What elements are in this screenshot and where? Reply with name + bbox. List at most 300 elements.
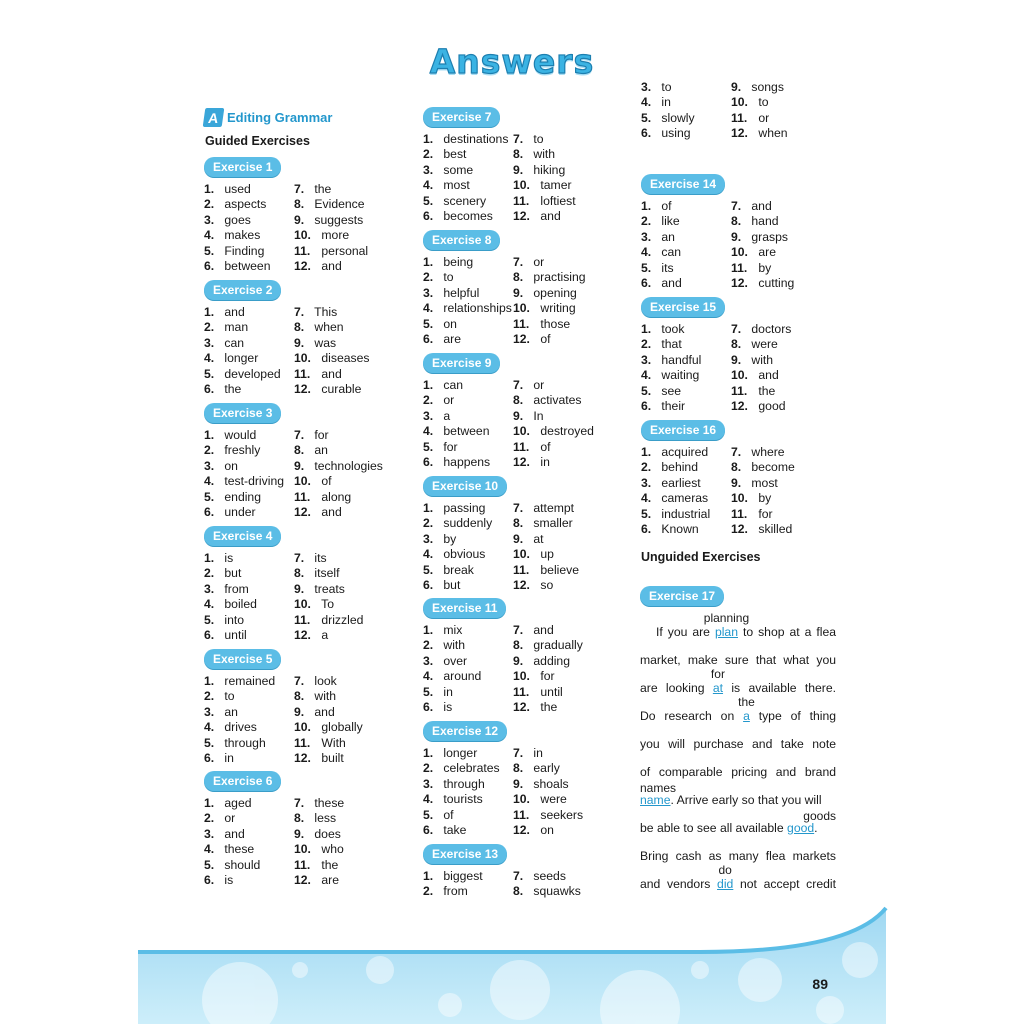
- answer-item: 8. practising: [513, 270, 586, 285]
- answer-text: until: [540, 684, 563, 699]
- answer-text: where: [751, 445, 785, 459]
- answer-text: until: [224, 628, 247, 643]
- answer-item: 8. early: [513, 761, 560, 776]
- exercise-block: [204, 403, 404, 520]
- answer-text: aspects: [224, 197, 267, 212]
- answer-text: or: [758, 110, 770, 125]
- answer-text: their: [661, 399, 686, 414]
- answer-text: so: [540, 578, 554, 593]
- answer-text: obvious: [443, 547, 486, 562]
- answer-text: in: [443, 684, 453, 699]
- answer-item: 11. or: [731, 110, 770, 125]
- answer-item: 8. Evidence: [294, 197, 365, 212]
- answer-text: being: [443, 255, 474, 269]
- answer-item: 2. celebrates: [423, 761, 500, 776]
- exercise-label: Exercise 16: [641, 420, 725, 440]
- answer-item: 8. squawks: [513, 884, 581, 899]
- answer-item: 10. were: [513, 792, 567, 807]
- answer-item: 9. treats: [294, 581, 345, 596]
- answer-text: most: [443, 178, 470, 193]
- exercise-block: [423, 844, 623, 900]
- answer-text: industrial: [661, 506, 711, 521]
- answer-item: 2. best: [423, 147, 467, 162]
- answer-item: 1. took: [641, 322, 685, 336]
- correction-text: the: [738, 695, 755, 709]
- answer-text: globally: [321, 720, 363, 735]
- answer-text: diseases: [321, 351, 370, 366]
- answer-text: less: [314, 811, 337, 826]
- answer-item: 3. can: [204, 335, 245, 350]
- answer-item: 7. seeds: [513, 869, 566, 883]
- answer-text: happens: [443, 455, 491, 470]
- answer-item: 1. and: [204, 305, 245, 319]
- passage-line: Do research on a the type of thing: [640, 695, 837, 723]
- answer-text: opening: [533, 285, 577, 300]
- answer-text: seekers: [540, 807, 584, 822]
- answer-item: 12. cutting: [731, 276, 795, 291]
- answer-text: With: [321, 735, 346, 750]
- answer-item: 7. look: [294, 674, 337, 688]
- answer-text: like: [661, 214, 680, 229]
- answer-text: and: [540, 209, 561, 224]
- answer-item: 9. most: [731, 475, 778, 490]
- answer-text: helpful: [443, 285, 480, 300]
- answer-item: 1. would: [204, 428, 257, 442]
- answer-text: would: [224, 428, 257, 442]
- answer-item: 5. break: [423, 562, 474, 577]
- answer-text: on: [224, 458, 238, 473]
- answer-item: 6. take: [423, 823, 467, 838]
- exercise-label: Exercise 8: [423, 230, 500, 250]
- answer-text: of: [540, 332, 551, 347]
- answer-item: 9. shoals: [513, 776, 569, 791]
- answer-item: 1. can: [423, 378, 464, 392]
- answer-item: 5. developed: [204, 366, 281, 381]
- answer-item: 2. like: [641, 214, 680, 229]
- section-heading: [204, 108, 332, 127]
- answer-text: most: [751, 475, 778, 490]
- answer-text: smaller: [533, 516, 573, 531]
- answer-text: between: [443, 424, 490, 439]
- answer-item: 9. In: [513, 408, 544, 423]
- answer-text: cutting: [758, 276, 795, 291]
- answer-text: using: [661, 126, 691, 141]
- answer-item: 8. with: [513, 147, 556, 162]
- answer-text: of: [443, 807, 454, 822]
- answer-item: 6. their: [641, 399, 686, 414]
- answer-text: relationships: [443, 301, 512, 316]
- answer-text: treats: [314, 581, 345, 596]
- answer-item: 5. through: [204, 735, 266, 750]
- answer-text: a: [443, 408, 451, 423]
- answer-text: of: [540, 439, 551, 454]
- answer-item: 1. acquired: [641, 445, 709, 459]
- answer-item: 9. grasps: [731, 229, 788, 244]
- answer-text: cameras: [661, 491, 709, 506]
- answer-text: and: [321, 505, 342, 520]
- answer-text: in: [661, 95, 671, 110]
- answer-text: at: [533, 531, 544, 546]
- answer-text: or: [443, 393, 455, 408]
- answer-item: 9. and: [294, 704, 335, 719]
- answer-item: 2. but: [204, 566, 242, 581]
- exercise-label: Exercise 6: [204, 771, 281, 791]
- answer-item: 6. are: [423, 332, 462, 347]
- exercise-label: Exercise 17: [640, 586, 724, 606]
- answer-text: tamer: [540, 178, 572, 193]
- answer-text: man: [224, 320, 249, 335]
- answer-item: 5. for: [423, 439, 458, 454]
- answer-item: 4. most: [423, 178, 470, 193]
- answer-text: To: [321, 597, 335, 612]
- section-title: Editing Grammar: [227, 110, 333, 125]
- answer-item: 1. mix: [423, 623, 463, 637]
- answer-item: 4. waiting: [641, 368, 700, 383]
- section-badge: A: [203, 108, 225, 127]
- answer-text: these: [314, 796, 345, 810]
- passage-line: of comparable pricing and brand: [640, 765, 836, 779]
- answer-item: 1. is: [204, 551, 234, 565]
- answer-text: believe: [540, 562, 580, 577]
- answer-item: 7. attempt: [513, 501, 575, 515]
- answer-item: 12. and: [513, 209, 561, 224]
- answer-item: 1. biggest: [423, 869, 483, 883]
- answer-item: 7. doctors: [731, 322, 792, 336]
- answer-text: scenery: [443, 193, 487, 208]
- answer-item: 7. or: [513, 255, 545, 269]
- exercise-block: [641, 420, 841, 537]
- answer-text: were: [540, 792, 567, 807]
- answer-item: 9. does: [294, 826, 341, 841]
- answer-text: to: [443, 270, 454, 285]
- answer-item: 4. longer: [204, 351, 259, 366]
- answer-item: 6. under: [204, 505, 256, 520]
- correction-text: goods: [803, 809, 836, 823]
- answer-text: the: [314, 182, 332, 196]
- answer-item: 8. smaller: [513, 516, 573, 531]
- answer-text: and: [224, 826, 245, 841]
- answer-item: 4. around: [423, 669, 482, 684]
- answer-item: 11. seekers: [513, 807, 584, 822]
- answer-text: makes: [224, 228, 261, 243]
- answer-item: 11. the: [294, 857, 339, 872]
- answer-text: freshly: [224, 443, 261, 458]
- answer-item: 12. a: [294, 628, 329, 643]
- exercise-label: Exercise 15: [641, 297, 725, 317]
- answer-item: 11. those: [513, 316, 571, 331]
- answer-item: 8. become: [731, 460, 795, 475]
- answer-item: 6. Known: [641, 522, 699, 537]
- guided-exercises-heading: Guided Exercises: [205, 134, 310, 148]
- answer-item: 11. loftiest: [513, 193, 576, 208]
- answer-item: 5. of: [423, 807, 454, 822]
- answer-item: 7. its: [294, 551, 327, 565]
- exercise-label: Exercise 11: [423, 598, 506, 618]
- unguided-exercises-heading: Unguided Exercises: [641, 550, 761, 564]
- answer-text: can: [224, 335, 245, 350]
- answer-item: 3. on: [204, 458, 238, 473]
- answer-text: In: [533, 408, 544, 423]
- answer-item: 12. of: [513, 332, 551, 347]
- answer-text: squawks: [533, 884, 581, 899]
- answer-item: 8. less: [294, 811, 337, 826]
- answer-item: 6. is: [204, 873, 234, 888]
- answer-item: 10. To: [294, 597, 335, 612]
- exercise-block: [204, 649, 404, 766]
- answer-text: shoals: [533, 776, 569, 791]
- answer-item: 7. and: [513, 623, 554, 637]
- answer-item: 10. destroyed: [513, 424, 594, 439]
- answer-item: 4. between: [423, 424, 490, 439]
- answer-item: 6. the: [204, 382, 242, 397]
- answer-text: is: [224, 551, 234, 565]
- answer-item: 10. and: [731, 368, 779, 383]
- answer-item: 11. personal: [294, 243, 369, 258]
- answer-text: by: [758, 491, 772, 506]
- correction-text: for: [710, 667, 725, 681]
- answer-item: 8. activates: [513, 393, 582, 408]
- answer-text: drizzled: [321, 612, 364, 627]
- answer-text: attempt: [533, 501, 575, 515]
- answer-item: 3. goes: [204, 212, 251, 227]
- answer-text: earliest: [661, 475, 701, 490]
- answer-text: for: [758, 506, 773, 521]
- passage-line: names name. Arrive early so that you will: [640, 781, 822, 807]
- answer-text: with: [314, 689, 337, 704]
- answer-text: from: [224, 581, 249, 596]
- answer-item: 3. some: [423, 162, 474, 177]
- exercise-label: Exercise 14: [641, 174, 725, 194]
- answer-text: good: [758, 399, 786, 414]
- answer-text: to: [758, 95, 769, 110]
- answer-text: for: [540, 669, 555, 684]
- answer-text: longer: [443, 746, 478, 760]
- answer-text: its: [314, 551, 327, 565]
- answer-item: 6. but: [423, 578, 461, 593]
- answer-text: through: [224, 735, 266, 750]
- answer-item: 1. being: [423, 255, 474, 269]
- answer-item: 6. between: [204, 259, 271, 274]
- answer-text: on: [443, 316, 457, 331]
- answer-item: 6. in: [204, 751, 234, 766]
- answer-item: 2. to: [423, 270, 454, 285]
- answer-text: practising: [533, 270, 586, 285]
- answer-item: 10. who: [294, 842, 344, 857]
- answer-item: 12. the: [513, 700, 558, 715]
- answer-item: 5. ending: [204, 489, 261, 504]
- answer-text: and: [314, 704, 335, 719]
- exercise-label: Exercise 3: [204, 403, 281, 423]
- answer-item: 2. with: [423, 638, 466, 653]
- answer-text: are: [321, 873, 340, 888]
- answer-item: 12. when: [731, 126, 788, 141]
- answer-item: 3. by: [423, 531, 457, 546]
- answer-text: these: [224, 842, 255, 857]
- answer-text: by: [758, 260, 772, 275]
- answer-text: between: [224, 259, 271, 274]
- answer-text: with: [443, 638, 466, 653]
- answer-text: the: [224, 382, 242, 397]
- answer-text: This: [314, 305, 338, 319]
- exercise-block: [423, 721, 623, 838]
- footer-bubble-decoration: [0, 900, 1024, 1024]
- answer-item: 7. or: [513, 378, 545, 392]
- answer-item: 12. and: [294, 505, 342, 520]
- correction: good: [787, 821, 815, 835]
- answer-item: 10. for: [513, 669, 555, 684]
- exercise-label: Exercise 5: [204, 649, 281, 669]
- answer-item: 12. curable: [294, 382, 362, 397]
- answer-text: for: [314, 428, 329, 442]
- answer-text: Finding: [224, 243, 265, 258]
- answer-text: up: [540, 547, 554, 562]
- answer-text: and: [224, 305, 245, 319]
- answer-item: 3. handful: [641, 352, 702, 367]
- exercise-label: Exercise 13: [423, 844, 507, 864]
- answer-item: 6. using: [641, 126, 691, 141]
- answer-text: and: [533, 623, 554, 637]
- answer-text: and: [321, 366, 342, 381]
- answer-text: the: [540, 700, 558, 715]
- answer-text: those: [540, 316, 571, 331]
- answer-item: 8. itself: [294, 566, 340, 581]
- exercise-block: [423, 598, 623, 715]
- answer-item: 9. opening: [513, 285, 577, 300]
- passage-line: you will purchase and take note: [640, 737, 836, 751]
- answer-item: 12. built: [294, 751, 344, 766]
- answer-text: or: [533, 378, 545, 392]
- answer-item: 6. is: [423, 700, 453, 715]
- answer-text: does: [314, 826, 341, 841]
- answer-item: 5. scenery: [423, 193, 487, 208]
- answer-item: 7. to: [513, 132, 544, 146]
- answer-item: 2. or: [423, 393, 455, 408]
- answer-item: 11. With: [294, 735, 346, 750]
- passage-line: If you are plan planning to shop at a flea: [656, 611, 836, 639]
- answer-text: activates: [533, 393, 582, 408]
- answer-text: used: [224, 182, 251, 196]
- answer-item: 9. adding: [513, 653, 570, 668]
- exercise-label: Exercise 10: [423, 476, 507, 496]
- answer-item: 3. to: [641, 80, 672, 94]
- answer-item: 10. more: [294, 228, 350, 243]
- answer-item: 5. on: [423, 316, 457, 331]
- answer-text: or: [533, 255, 545, 269]
- answer-text: but: [224, 566, 242, 581]
- answer-text: suggests: [314, 212, 364, 227]
- answer-text: behind: [661, 460, 698, 475]
- answer-text: with: [751, 352, 774, 367]
- answer-text: handful: [661, 352, 702, 367]
- answer-text: aged: [224, 796, 252, 810]
- answer-text: see: [661, 383, 682, 398]
- answer-item: 3. through: [423, 776, 485, 791]
- answer-text: the: [321, 857, 339, 872]
- correction: a the: [738, 695, 755, 723]
- answer-text: is: [443, 700, 453, 715]
- answer-text: and: [751, 199, 772, 213]
- answer-item: 6. happens: [423, 455, 491, 470]
- passage-line: goods be able to see all available good.: [640, 809, 836, 835]
- answer-text: more: [321, 228, 350, 243]
- answer-text: suddenly: [443, 516, 493, 531]
- answer-text: built: [321, 751, 344, 766]
- answer-item: 1. remained: [204, 674, 276, 688]
- answer-item: 10. of: [294, 474, 332, 489]
- answer-item: 5. slowly: [641, 110, 695, 125]
- answer-item: 4. drives: [204, 720, 257, 735]
- answer-text: ending: [224, 489, 261, 504]
- answer-text: through: [443, 776, 485, 791]
- exercise-block: [423, 476, 623, 593]
- answer-text: that: [661, 337, 682, 352]
- answer-text: an: [314, 443, 328, 458]
- answer-item: 5. its: [641, 260, 674, 275]
- answer-item: 12. so: [513, 578, 554, 593]
- answer-item: 7. these: [294, 796, 345, 810]
- answer-item: 10. by: [731, 491, 772, 506]
- answer-text: to: [533, 132, 544, 146]
- answer-text: in: [533, 746, 543, 760]
- answer-text: but: [443, 578, 461, 593]
- answer-item: 4. makes: [204, 228, 261, 243]
- answer-item: 1. longer: [423, 746, 478, 760]
- answer-text: destinations: [443, 132, 509, 146]
- exercise-label: Exercise 1: [204, 157, 281, 177]
- answer-item: 11. along: [294, 489, 352, 504]
- answer-item: 8. when: [294, 320, 344, 335]
- answer-text: tourists: [443, 792, 483, 807]
- answer-item: 11. believe: [513, 562, 580, 577]
- answer-item: 4. relationships: [423, 301, 512, 316]
- answer-item: 10. writing: [513, 301, 576, 316]
- answer-item: 9. was: [294, 335, 337, 350]
- answer-item: 2. aspects: [204, 197, 267, 212]
- answer-text: personal: [321, 243, 369, 258]
- correction: name: [640, 793, 671, 807]
- answer-item: 8. an: [294, 443, 328, 458]
- answer-item: 11. and: [294, 366, 342, 381]
- answer-item: 10. tamer: [513, 178, 572, 193]
- exercise-block: [204, 157, 404, 274]
- answer-text: along: [321, 489, 352, 504]
- answer-item: 2. freshly: [204, 443, 261, 458]
- answer-item: 12. on: [513, 823, 554, 838]
- answer-text: and: [661, 276, 682, 291]
- answer-item: 2. or: [204, 811, 236, 826]
- answer-text: become: [751, 460, 795, 475]
- correction-text: do: [718, 863, 732, 877]
- answer-item: 6. becomes: [423, 209, 493, 224]
- answer-text: can: [661, 245, 682, 260]
- answer-text: test-driving: [224, 474, 284, 489]
- answer-text: longer: [224, 351, 259, 366]
- answer-text: seeds: [533, 869, 566, 883]
- answer-text: take: [443, 823, 467, 838]
- answer-item: 11. drizzled: [294, 612, 364, 627]
- exercise-17: [640, 586, 724, 606]
- answer-text: from: [443, 884, 468, 899]
- exercise-block: [423, 353, 623, 470]
- answer-item: 10. are: [731, 245, 777, 260]
- answer-item: 8. hand: [731, 214, 779, 229]
- answer-text: acquired: [661, 445, 709, 459]
- answer-text: destroyed: [540, 424, 594, 439]
- answer-text: remained: [224, 674, 276, 688]
- answer-item: 7. where: [731, 445, 785, 459]
- correction: plan planning: [703, 611, 750, 639]
- answer-item: 2. behind: [641, 460, 698, 475]
